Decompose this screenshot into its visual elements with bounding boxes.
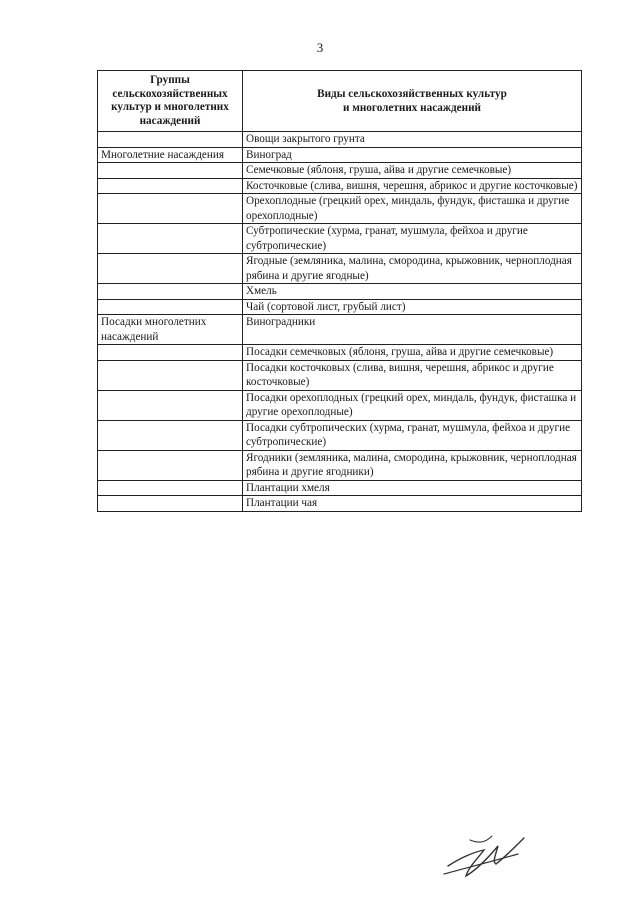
table-row	[98, 147, 582, 163]
item-cell: Виноградники	[243, 315, 582, 345]
signature-image	[440, 828, 530, 883]
table-row	[98, 284, 582, 300]
group-cell	[98, 450, 243, 480]
item-cell: Посадки орехоплодных (грецкий орех, миндаль, фундук, фисташка и другие орехоплодные)	[243, 390, 582, 420]
table-row	[98, 178, 582, 194]
item-cell: Овощи закрытого грунта	[243, 132, 582, 148]
group-cell	[98, 360, 243, 390]
table-row	[98, 360, 582, 390]
group-cell	[98, 496, 243, 512]
group-cell	[98, 178, 243, 194]
group-cell	[98, 480, 243, 496]
table-row	[98, 450, 582, 480]
group-cell	[98, 345, 243, 361]
group-cell: Посадки многолетних насаждений	[98, 315, 243, 345]
item-cell: Субтропические (хурма, гранат, мушмула, фейхоа и другие субтропические)	[243, 224, 582, 254]
header-groups: Группы сельскохозяйственных культур и многолетних насаждений	[98, 71, 243, 132]
item-cell: Косточковые (слива, вишня, черешня, абрикос и другие косточковые)	[243, 178, 582, 194]
item-cell: Посадки косточковых (слива, вишня, черешня, абрикос и другие косточковые)	[243, 360, 582, 390]
group-cell: Многолетние насаждения	[98, 147, 243, 163]
item-cell: Ягодные (земляника, малина, смородина, крыжовник, черноплодная рябина и другие ягодные)	[243, 254, 582, 284]
header-kinds-line1: Виды сельскохозяйственных культур	[317, 87, 507, 100]
table-row	[98, 163, 582, 179]
group-cell	[98, 224, 243, 254]
item-cell: Виноград	[243, 147, 582, 163]
group-cell	[98, 284, 243, 300]
header-kinds-line2: и многолетних насаждений	[343, 102, 481, 114]
group-cell	[98, 420, 243, 450]
item-cell: Хмель	[243, 284, 582, 300]
table-row	[98, 480, 582, 496]
group-cell	[98, 254, 243, 284]
group-cell	[98, 299, 243, 315]
item-cell: Плантации чая	[243, 496, 582, 512]
group-cell	[98, 163, 243, 179]
group-cell	[98, 132, 243, 148]
table-row	[98, 345, 582, 361]
item-cell: Семечковые (яблоня, груша, айва и другие семечковые)	[243, 163, 582, 179]
table-row	[98, 390, 582, 420]
table-row	[98, 299, 582, 315]
table-row	[98, 254, 582, 284]
group-cell	[98, 194, 243, 224]
item-cell: Посадки семечковых (яблоня, груша, айва и другие семечковые)	[243, 345, 582, 361]
header-kinds	[243, 71, 582, 132]
page-number: 3	[316, 40, 324, 55]
crops-table	[97, 70, 582, 512]
group-cell	[98, 390, 243, 420]
item-cell: Плантации хмеля	[243, 480, 582, 496]
table-body	[98, 132, 582, 512]
table-row	[98, 315, 582, 345]
table-row	[98, 132, 582, 148]
table-row	[98, 420, 582, 450]
item-cell: Посадки субтропических (хурма, гранат, мушмула, фейхоа и другие субтропические)	[243, 420, 582, 450]
item-cell: Орехоплодные (грецкий орех, миндаль, фундук, фисташка и другие орехоплодные)	[243, 194, 582, 224]
table-row	[98, 496, 582, 512]
table-header-row	[98, 71, 582, 132]
item-cell: Чай (сортовой лист, грубый лист)	[243, 299, 582, 315]
item-cell: Ягодники (земляника, малина, смородина, крыжовник, черноплодная рябина и другие ягодники)	[243, 450, 582, 480]
table-row	[98, 194, 582, 224]
table-row	[98, 224, 582, 254]
